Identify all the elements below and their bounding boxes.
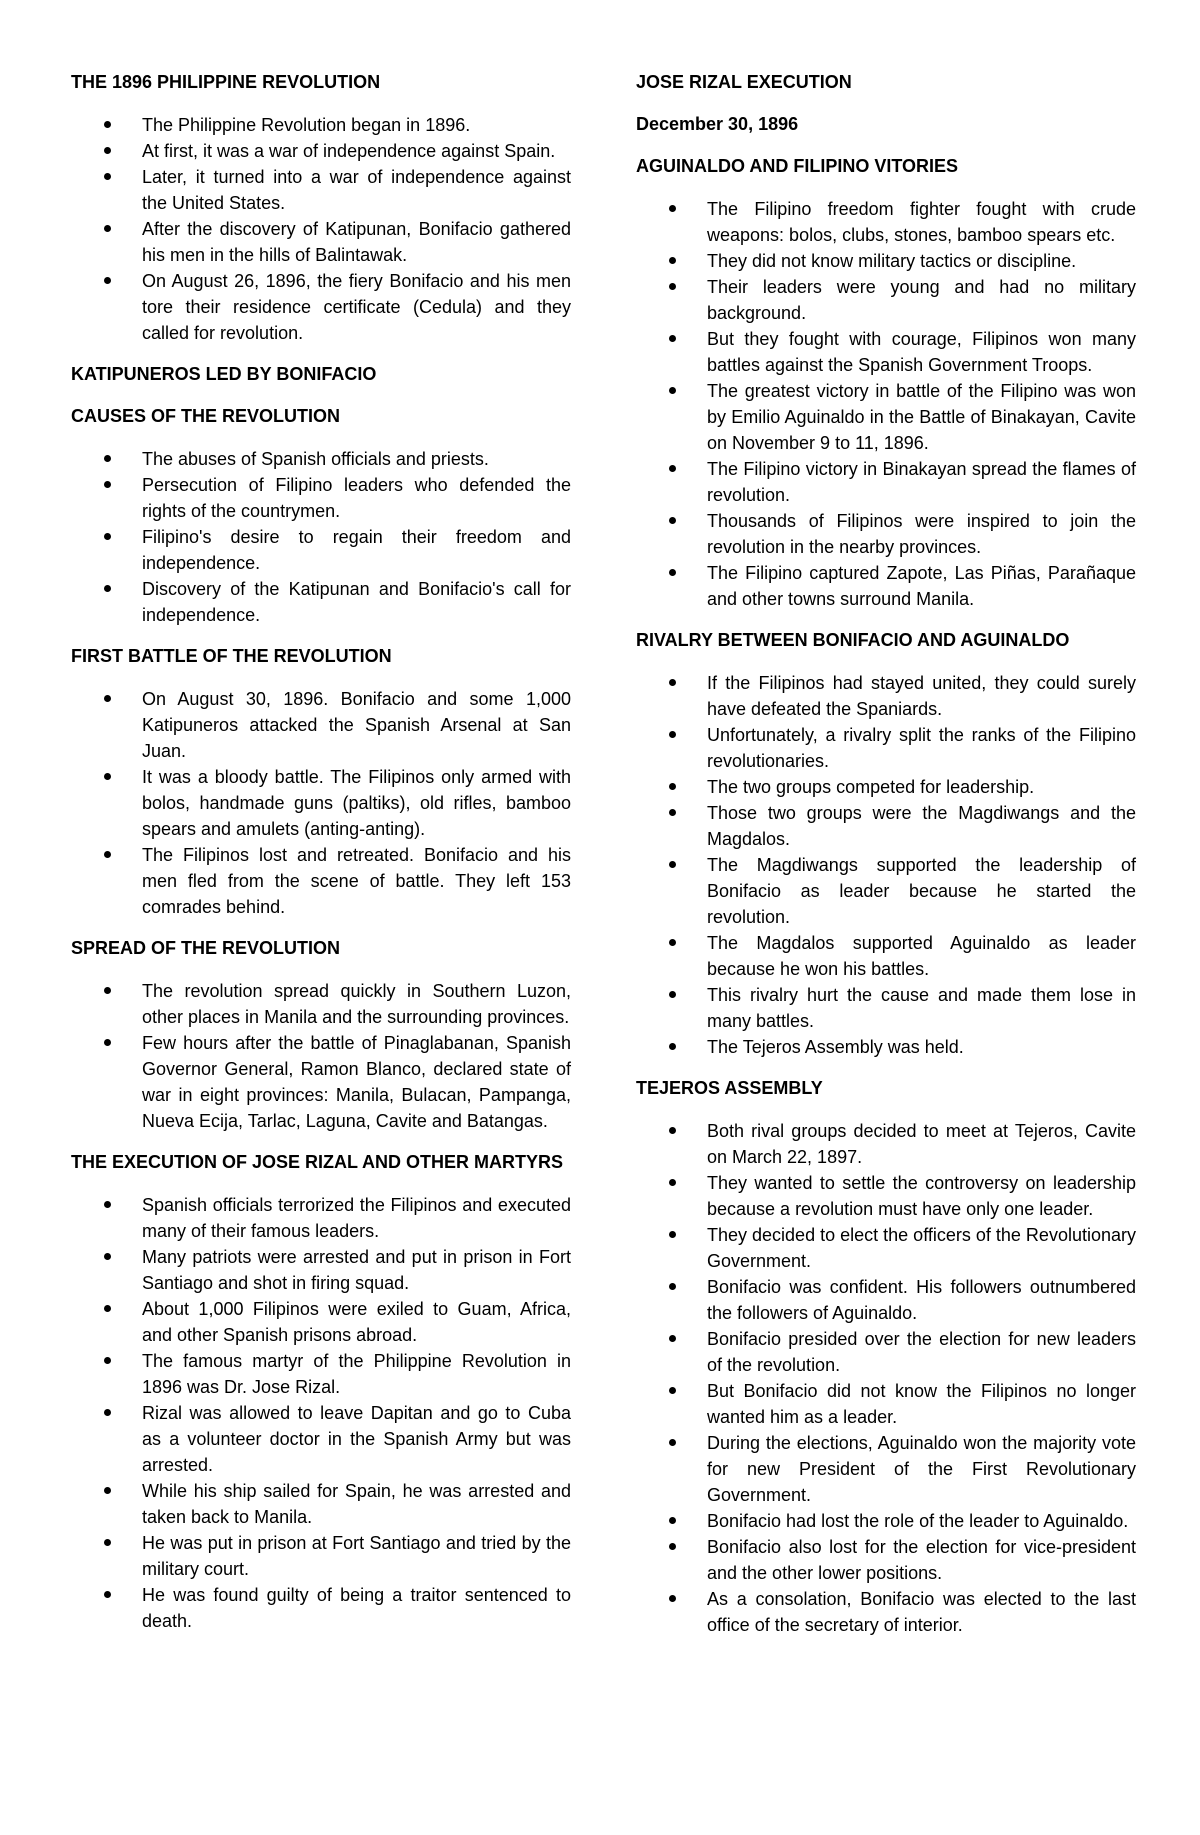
list-item-text: They did not know military tactics or discipline. [707, 251, 1077, 271]
list-item [636, 982, 1136, 1034]
section-heading: THE 1896 PHILIPPINE REVOLUTION [71, 72, 381, 92]
bullet-icon [669, 257, 676, 264]
list-item-text: The Filipino freedom fighter fought with crude weapons: bolos, clubs, stones, bamboo spears etc. [707, 199, 1136, 245]
list-item [71, 1400, 571, 1478]
list-item-text: Bonifacio was confident. His followers outnumbered the followers of Aguinaldo. [707, 1277, 1136, 1323]
document-section [71, 404, 571, 628]
section-heading: RIVALRY BETWEEN BONIFACIO AND AGUINALDO [636, 630, 1070, 650]
list-item-text: The Magdalos supported Aguinaldo as leader because he won his battles. [707, 933, 1136, 979]
list-item [636, 1222, 1136, 1274]
bullet-icon [669, 1595, 676, 1602]
section-heading: TEJEROS ASSEMBLY [636, 1078, 823, 1098]
list-item-text: The two groups competed for leadership. [707, 777, 1035, 797]
list-item [71, 764, 571, 842]
document-section [71, 1150, 571, 1634]
list-item-text: After the discovery of Katipunan, Bonifacio gathered his men in the hills of Balintawak. [142, 219, 571, 265]
list-item-text: Filipino's desire to regain their freedom and independence. [142, 527, 571, 573]
list-item [636, 248, 1136, 274]
list-item-text: As a consolation, Bonifacio was elected to the last office of the secretary of interior. [707, 1589, 1136, 1635]
right-column [636, 70, 1136, 1654]
section-heading: SPREAD OF THE REVOLUTION [71, 938, 341, 958]
list-item [636, 1034, 1136, 1060]
list-item [71, 1244, 571, 1296]
list-item [636, 1170, 1136, 1222]
bullet-icon [669, 1387, 676, 1394]
bullet-list [71, 112, 571, 346]
list-item-text: While his ship sailed for Spain, he was arrested and taken back to Manila. [142, 1481, 571, 1527]
list-item [636, 930, 1136, 982]
list-item [71, 472, 571, 524]
list-item-text: The abuses of Spanish officials and priests. [142, 449, 489, 469]
bullet-icon [669, 731, 676, 738]
list-item [636, 1274, 1136, 1326]
list-item [71, 268, 571, 346]
bullet-icon [104, 1409, 111, 1416]
list-item-text: The Tejeros Assembly was held. [707, 1037, 964, 1057]
bullet-icon [669, 991, 676, 998]
bullet-icon [669, 783, 676, 790]
list-item [636, 774, 1136, 800]
document-section [71, 936, 571, 1134]
list-item [71, 576, 571, 628]
document-section [71, 644, 571, 920]
section-heading-rizal-execution: JOSE RIZAL EXECUTION [636, 72, 852, 92]
bullet-icon [104, 225, 111, 232]
list-item-text: Bonifacio also lost for the election for vice-president and the other lower positions. [707, 1537, 1136, 1583]
list-item-text: But they fought with courage, Filipinos won many battles against the Spanish Government Troops. [707, 329, 1136, 375]
list-item [71, 686, 571, 764]
list-item [71, 1582, 571, 1634]
bullet-list [71, 686, 571, 920]
section-heading: AGUINALDO AND FILIPINO VITORIES [636, 156, 959, 176]
list-item [636, 378, 1136, 456]
right-sections [636, 154, 1136, 1638]
section-heading: THE EXECUTION OF JOSE RIZAL AND OTHER MARTYRS [71, 1152, 564, 1172]
bullet-icon [669, 569, 676, 576]
list-item-text: Rizal was allowed to leave Dapitan and go to Cuba as a volunteer doctor in the Spanish Army but was arrested. [142, 1403, 571, 1475]
bullet-icon [669, 809, 676, 816]
section-heading: CAUSES OF THE REVOLUTION [71, 406, 341, 426]
list-item-text: They decided to elect the officers of the Revolutionary Government. [707, 1225, 1136, 1271]
left-column [71, 70, 571, 1650]
document-section [71, 362, 571, 387]
list-item-text: About 1,000 Filipinos were exiled to Guam, Africa, and other Spanish prisons abroad. [142, 1299, 571, 1345]
list-item [71, 446, 571, 472]
list-item-text: On August 26, 1896, the fiery Bonifacio and his men tore their residence certificate (Cedula) and they called for revolution. [142, 271, 571, 343]
list-item [71, 164, 571, 216]
bullet-list [71, 978, 571, 1134]
bullet-icon [669, 1517, 676, 1524]
list-item-text: Their leaders were young and had no military background. [707, 277, 1136, 323]
bullet-icon [104, 533, 111, 540]
bullet-icon [669, 517, 676, 524]
list-item [71, 1192, 571, 1244]
list-item [636, 1118, 1136, 1170]
bullet-icon [104, 277, 111, 284]
list-item [636, 1430, 1136, 1508]
bullet-list [71, 1192, 571, 1634]
bullet-icon [669, 1231, 676, 1238]
bullet-icon [669, 679, 676, 686]
list-item [71, 1030, 571, 1134]
list-item [71, 1296, 571, 1348]
list-item-text: Persecution of Filipino leaders who defended the rights of the countrymen. [142, 475, 571, 521]
bullet-icon [104, 121, 111, 128]
bullet-icon [669, 1283, 676, 1290]
bullet-icon [104, 987, 111, 994]
list-item [636, 1326, 1136, 1378]
list-item [71, 138, 571, 164]
list-item-text: Spanish officials terrorized the Filipinos and executed many of their famous leaders. [142, 1195, 571, 1241]
list-item [636, 722, 1136, 774]
document-section [636, 1076, 1136, 1638]
bullet-icon [104, 1539, 111, 1546]
bullet-icon [104, 1591, 111, 1598]
list-item-text: During the elections, Aguinaldo won the majority vote for new President of the First Revolutionary Government. [707, 1433, 1136, 1505]
bullet-list [636, 196, 1136, 612]
list-item [71, 524, 571, 576]
list-item-text: He was found guilty of being a traitor sentenced to death. [142, 1585, 571, 1631]
list-item [71, 112, 571, 138]
bullet-icon [669, 1127, 676, 1134]
list-item-text: Bonifacio had lost the role of the leader to Aguinaldo. [707, 1511, 1129, 1531]
document-section [636, 628, 1136, 1060]
list-item-text: Later, it turned into a war of independence against the United States. [142, 167, 571, 213]
list-item-text: Bonifacio presided over the election for new leaders of the revolution. [707, 1329, 1136, 1375]
list-item-text: But Bonifacio did not know the Filipinos no longer wanted him as a leader. [707, 1381, 1136, 1427]
list-item-text: Those two groups were the Magdiwangs and the Magdalos. [707, 803, 1136, 849]
bullet-icon [104, 585, 111, 592]
document-section [636, 154, 1136, 612]
list-item [636, 560, 1136, 612]
list-item-text: If the Filipinos had stayed united, they could surely have defeated the Spaniards. [707, 673, 1136, 719]
bullet-icon [669, 861, 676, 868]
list-item [636, 1586, 1136, 1638]
bullet-icon [669, 205, 676, 212]
list-item-text: The Filipinos lost and retreated. Bonifacio and his men fled from the scene of battle. They left 153 comrades behind. [142, 845, 571, 917]
list-item-text: He was put in prison at Fort Santiago and tried by the military court. [142, 1533, 571, 1579]
bullet-icon [104, 173, 111, 180]
bullet-icon [669, 1439, 676, 1446]
bullet-icon [104, 695, 111, 702]
bullet-icon [104, 147, 111, 154]
bullet-icon [669, 1335, 676, 1342]
list-item-text: This rivalry hurt the cause and made them lose in many battles. [707, 985, 1136, 1031]
list-item [636, 456, 1136, 508]
section-heading: KATIPUNEROS LED BY BONIFACIO [71, 364, 377, 384]
list-item-text: The Magdiwangs supported the leadership of Bonifacio as leader because he started the revolution. [707, 855, 1136, 927]
list-item [636, 1534, 1136, 1586]
bullet-icon [104, 1487, 111, 1494]
list-item-text: The revolution spread quickly in Southern Luzon, other places in Manila and the surrounding provinces. [142, 981, 571, 1027]
list-item-text: Unfortunately, a rivalry split the ranks of the Filipino revolutionaries. [707, 725, 1136, 771]
list-item [71, 1530, 571, 1582]
list-item [636, 852, 1136, 930]
list-item-text: Both rival groups decided to meet at Tejeros, Cavite on March 22, 1897. [707, 1121, 1136, 1167]
list-item [636, 670, 1136, 722]
execution-date: December 30, 1896 [636, 114, 799, 134]
list-item [71, 978, 571, 1030]
bullet-list [636, 670, 1136, 1060]
list-item [636, 1508, 1136, 1534]
list-item-text: They wanted to settle the controversy on leadership because a revolution must have only one leader. [707, 1173, 1136, 1219]
bullet-icon [104, 1305, 111, 1312]
bullet-list [636, 1118, 1136, 1638]
bullet-icon [104, 773, 111, 780]
list-item [636, 326, 1136, 378]
bullet-icon [104, 1357, 111, 1364]
list-item [636, 1378, 1136, 1430]
list-item-text: Discovery of the Katipunan and Bonifacio's call for independence. [142, 579, 571, 625]
bullet-icon [669, 283, 676, 290]
list-item-text: The Filipino victory in Binakayan spread the flames of revolution. [707, 459, 1136, 505]
list-item [71, 1478, 571, 1530]
list-item-text: Few hours after the battle of Pinaglabanan, Spanish Governor General, Ramon Blanco, declared state of war in eight provinces: Manila, Bulacan, Pampanga, Nueva Ecija, Tarlac, Laguna, Cavite and Batangas. [142, 1033, 571, 1131]
bullet-icon [669, 1543, 676, 1550]
list-item-text: The famous martyr of the Philippine Revolution in 1896 was Dr. Jose Rizal. [142, 1351, 571, 1397]
list-item-text: The Filipino captured Zapote, Las Piñas, Parañaque and other towns surround Manila. [707, 563, 1136, 609]
bullet-icon [104, 851, 111, 858]
list-item-text: The greatest victory in battle of the Filipino was won by Emilio Aguinaldo in the Battle of Binakayan, Cavite on November 9 to 11, 1896. [707, 381, 1136, 453]
bullet-icon [104, 1201, 111, 1208]
bullet-icon [104, 455, 111, 462]
bullet-icon [669, 939, 676, 946]
bullet-icon [669, 465, 676, 472]
list-item-text: On August 30, 1896. Bonifacio and some 1,000 Katipuneros attacked the Spanish Arsenal at San Juan. [142, 689, 571, 761]
list-item [636, 196, 1136, 248]
bullet-icon [669, 387, 676, 394]
list-item-text: At first, it was a war of independence against Spain. [142, 141, 556, 161]
list-item [71, 216, 571, 268]
section-heading: FIRST BATTLE OF THE REVOLUTION [71, 646, 392, 666]
document-section [71, 70, 571, 346]
bullet-icon [104, 1253, 111, 1260]
bullet-list [71, 446, 571, 628]
list-item-text: Thousands of Filipinos were inspired to join the revolution in the nearby provinces. [707, 511, 1136, 557]
list-item [636, 274, 1136, 326]
bullet-icon [669, 1179, 676, 1186]
list-item [71, 1348, 571, 1400]
list-item [636, 800, 1136, 852]
list-item [636, 508, 1136, 560]
list-item-text: Many patriots were arrested and put in prison in Fort Santiago and shot in firing squad. [142, 1247, 571, 1293]
bullet-icon [669, 1043, 676, 1050]
list-item-text: The Philippine Revolution began in 1896. [142, 115, 471, 135]
list-item [71, 842, 571, 920]
list-item-text: It was a bloody battle. The Filipinos only armed with bolos, handmade guns (paltiks), old rifles, bamboo spears and amulets (anting-anting). [142, 767, 571, 839]
bullet-icon [104, 1039, 111, 1046]
bullet-icon [104, 481, 111, 488]
bullet-icon [669, 335, 676, 342]
